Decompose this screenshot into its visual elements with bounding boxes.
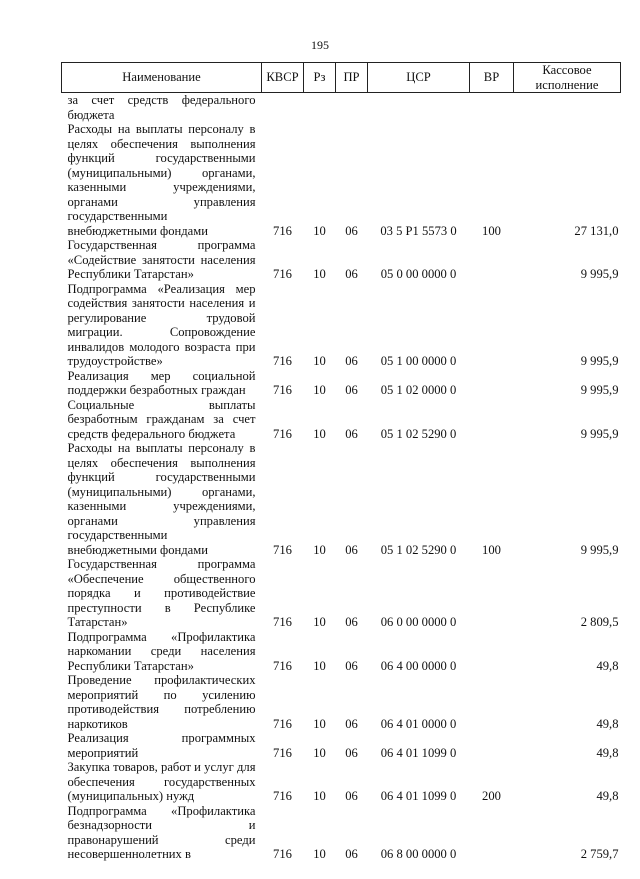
cell-rz: 10: [313, 658, 326, 673]
cell-pr: 06: [345, 789, 358, 803]
cell-name: Подпрограмма «Реализация мер содействия занятости населения и регулирование трудовой миграции. Сопровождение инвалидов молодого возраста при трудоустройстве»: [67, 281, 256, 368]
cell-pr: 06: [345, 426, 358, 441]
cell-rz: 10: [313, 615, 326, 629]
cell-name: Расходы на выплаты персоналу в целях обеспечения выполнения функций государственными (муниципальными) органами, казенными учреждениями, органами управления государственными внебюджетными фондами: [67, 122, 256, 238]
cell-pr: [336, 93, 368, 123]
cell-kvsr: 716: [273, 223, 292, 238]
table-body: [62, 93, 621, 862]
cell-amount: 49,8: [596, 745, 619, 760]
cell-csr: 05 1 02 0000 0: [380, 383, 457, 397]
cell-pr: 06: [345, 542, 358, 557]
cell-name: Государственная программа «Содействие занятости населения Республики Татарстан»: [67, 238, 256, 281]
cell-vr: [470, 93, 514, 123]
cell-name: Закупка товаров, работ и услуг для обеспечения государственных (муниципальных) нужд: [67, 760, 256, 803]
cell-amount: 9 995,9: [580, 354, 619, 368]
cell-csr: 03 5 P1 5573 0: [380, 223, 457, 238]
cell-kvsr: 716: [273, 716, 292, 731]
cell-amount: 49,8: [596, 658, 619, 673]
cell-kvsr: 716: [273, 267, 292, 281]
cell-rz: 10: [313, 847, 326, 861]
cell-vr: [470, 238, 514, 282]
cell-pr: 06: [345, 267, 358, 281]
cell-rz: 10: [313, 542, 326, 557]
cell-csr: [368, 93, 470, 123]
cell-amount: [514, 93, 621, 123]
table-row: [62, 122, 621, 238]
cell-name: Реализация мер социальной поддержки безработных граждан: [67, 368, 256, 397]
cell-pr: 06: [345, 745, 358, 760]
cell-kvsr: 716: [273, 354, 292, 368]
table-row: [62, 731, 621, 760]
cell-pr: 06: [345, 847, 358, 861]
cell-name: Подпрограмма «Профилактика безнадзорности и правонарушений среди несовершеннолетних в: [67, 803, 256, 861]
cell-vr: 100: [482, 223, 501, 238]
cell-name: Государственная программа «Обеспечение общественного порядка и противодействие преступности в Республике Татарстан»: [67, 557, 256, 629]
table-row: [62, 398, 621, 442]
cell-rz: 10: [313, 716, 326, 731]
cell-vr: [470, 398, 514, 442]
table-row: [62, 441, 621, 557]
cell-kvsr: 716: [273, 789, 292, 803]
cell-kvsr: [262, 93, 304, 123]
cell-csr: 06 4 00 0000 0: [380, 658, 457, 673]
cell-kvsr: 716: [273, 383, 292, 397]
cell-vr: 100: [482, 542, 501, 557]
cell-rz: [304, 93, 336, 123]
table-row: [62, 804, 621, 862]
table-row: [62, 93, 621, 123]
table-row: [62, 282, 621, 369]
cell-csr: 06 8 00 0000 0: [380, 847, 457, 861]
cell-pr: 06: [345, 716, 358, 731]
table-row: [62, 369, 621, 398]
cell-csr: 06 4 01 1099 0: [380, 745, 457, 760]
table-row: [62, 673, 621, 731]
cell-vr: [470, 557, 514, 630]
cell-csr: 05 1 00 0000 0: [380, 354, 457, 368]
cell-csr: 05 1 02 5290 0: [380, 542, 457, 557]
cell-rz: 10: [313, 789, 326, 803]
cell-name: Социальные выплаты безработным гражданам за счет средств федерального бюджета: [67, 397, 256, 441]
cell-csr: 06 4 01 0000 0: [380, 716, 457, 731]
cell-rz: 10: [313, 426, 326, 441]
cell-amount: 9 995,9: [580, 542, 619, 557]
cell-vr: [470, 369, 514, 398]
cell-vr: [470, 673, 514, 731]
cell-vr: [470, 282, 514, 369]
cell-kvsr: 716: [273, 542, 292, 557]
cell-csr: 06 0 00 0000 0: [380, 615, 457, 629]
col-header-cash: Кассовое исполнение: [514, 63, 621, 93]
cell-amount: 9 995,9: [580, 426, 619, 441]
cell-pr: 06: [345, 615, 358, 629]
cell-vr: [470, 804, 514, 862]
cell-name: Расходы на выплаты персоналу в целях обеспечения выполнения функций государственными (муниципальными) органами, казенными учреждениями, органами управления государственными внебюджетными фондами: [67, 441, 256, 557]
budget-table: [61, 62, 621, 862]
cell-name: Подпрограмма «Профилактика наркомании среди населения Республики Татарстан»: [67, 629, 256, 673]
col-header-csr: ЦСР: [368, 63, 470, 93]
cell-amount: 9 995,9: [580, 267, 619, 281]
cell-amount: 2 809,5: [580, 615, 619, 629]
cell-kvsr: 716: [273, 426, 292, 441]
cell-rz: 10: [313, 383, 326, 397]
cell-amount: 27 131,0: [574, 223, 619, 238]
cell-vr: [470, 630, 514, 674]
cell-amount: 49,8: [596, 789, 619, 803]
cell-name: за счет средств федерального бюджета: [67, 93, 256, 122]
cell-kvsr: 716: [273, 615, 292, 629]
table-row: [62, 760, 621, 804]
cell-rz: 10: [313, 267, 326, 281]
col-header-pr: ПР: [336, 63, 368, 93]
cell-kvsr: 716: [273, 745, 292, 760]
cell-rz: 10: [313, 745, 326, 760]
cell-kvsr: 716: [273, 847, 292, 861]
cell-name: Проведение профилактических мероприятий по усилению противодействия потреблению наркотиков: [67, 673, 256, 731]
table-row: [62, 630, 621, 674]
cell-pr: 06: [345, 223, 358, 238]
cell-pr: 06: [345, 658, 358, 673]
cell-csr: 06 4 01 1099 0: [380, 789, 457, 803]
cell-csr: 05 1 02 5290 0: [380, 426, 457, 441]
col-header-rz: Рз: [304, 63, 336, 93]
cell-pr: 06: [345, 354, 358, 368]
cell-pr: 06: [345, 383, 358, 397]
table-header-row: [62, 63, 621, 93]
table-row: [62, 557, 621, 630]
cell-rz: 10: [313, 223, 326, 238]
page-number: 195: [311, 38, 329, 52]
cell-amount: 9 995,9: [580, 383, 619, 397]
cell-rz: 10: [313, 354, 326, 368]
col-header-kvsr: КВСР: [262, 63, 304, 93]
cell-csr: 05 0 00 0000 0: [380, 267, 457, 281]
cell-vr: 200: [482, 789, 501, 803]
col-header-vr: ВР: [470, 63, 514, 93]
cell-amount: 2 759,7: [580, 847, 619, 861]
cell-kvsr: 716: [273, 658, 292, 673]
cell-amount: 49,8: [596, 716, 619, 731]
cell-name: Реализация программных мероприятий: [67, 731, 256, 760]
col-header-name: Наименование: [62, 63, 262, 93]
table-row: [62, 238, 621, 282]
cell-vr: [470, 731, 514, 760]
